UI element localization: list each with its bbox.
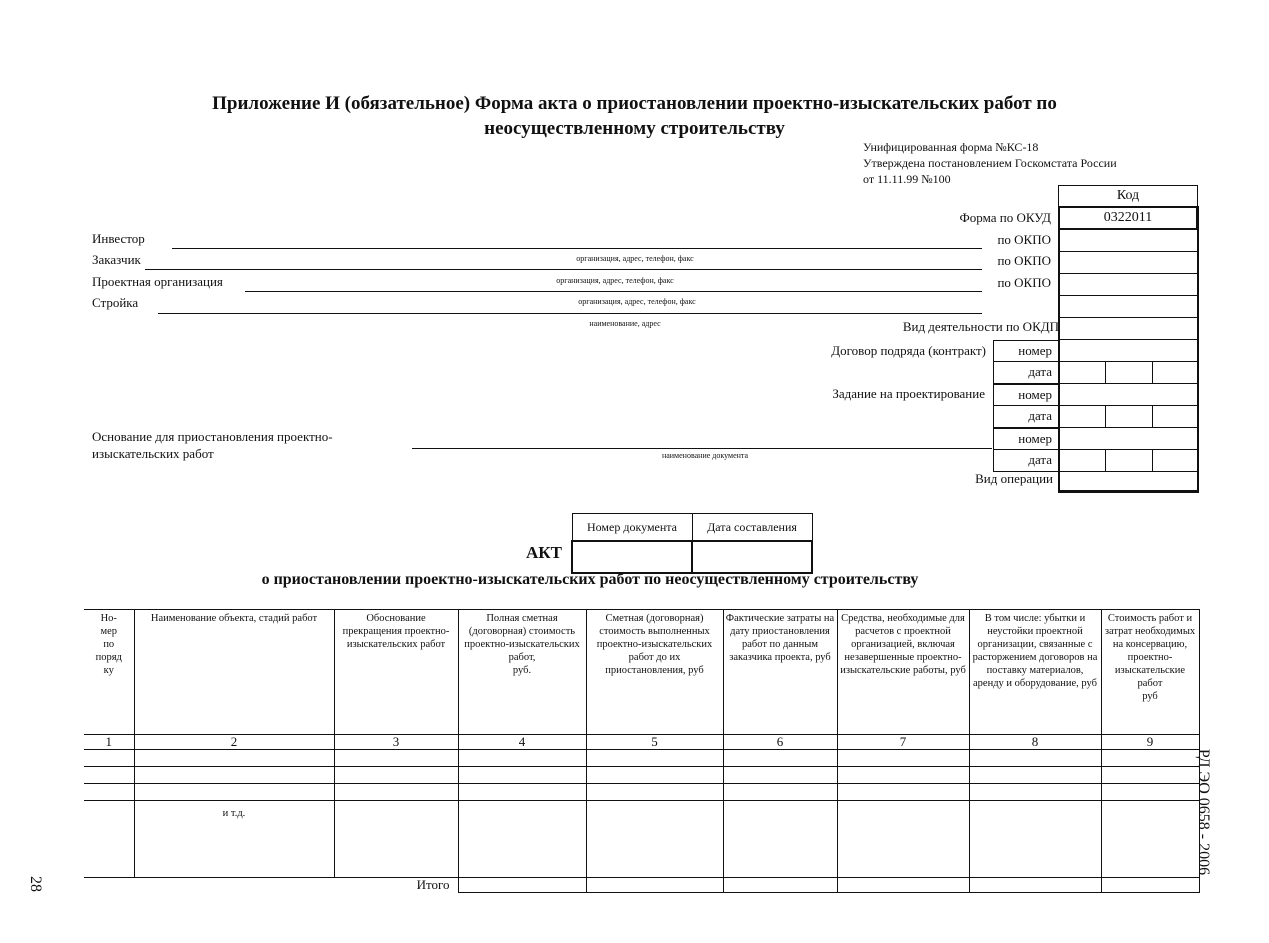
design-org-label: Проектная организация — [92, 274, 223, 289]
col-header: Наименование объекта, стадий работ — [134, 610, 334, 735]
contract-label: Договор подряда (контракт) — [831, 343, 986, 358]
task-number-field[interactable] — [1058, 384, 1198, 406]
hint-design: организация, адрес, телефон, факс — [556, 276, 674, 285]
col-number: 2 — [134, 735, 334, 750]
operation-field[interactable] — [1058, 472, 1198, 492]
contract-data-cell: дата — [993, 362, 1059, 384]
table-total-row — [84, 878, 1199, 893]
task-data-cell: дата — [993, 406, 1059, 428]
col-number: 8 — [969, 735, 1101, 750]
customer-line[interactable] — [145, 269, 982, 270]
table-row[interactable] — [84, 784, 1199, 801]
col-header: Но- мер по поряд ку — [84, 610, 134, 735]
date-divider — [1105, 406, 1106, 428]
basis-label-1: Основание для приостановления проектно- — [92, 429, 333, 444]
site-line[interactable] — [158, 313, 982, 314]
col-header: Полная сметная (договорная) стоимость проектно-изыскательских работ, руб. — [458, 610, 586, 735]
col-number: 1 — [84, 735, 134, 750]
act-label: АКТ — [526, 543, 562, 562]
basis-label-2: изыскательских работ — [92, 446, 214, 461]
contract-date-field[interactable] — [1058, 362, 1198, 384]
act-number-table — [571, 513, 813, 574]
col-number: 7 — [837, 735, 969, 750]
form-ref-2: Утверждена постановлением Госкомстата России — [863, 156, 1117, 170]
col-header: Фактические затраты на дату приостановления работ по данным заказчика проекта, руб — [723, 610, 837, 735]
col-number: 4 — [458, 735, 586, 750]
form-ref-1: Унифицированная форма №КС-18 — [863, 140, 1039, 154]
task-label: Задание на проектирование — [832, 386, 985, 401]
investor-label: Инвестор — [92, 231, 145, 246]
total-cell[interactable] — [723, 878, 837, 893]
operation-label: Вид операции — [975, 471, 1053, 486]
page-title-line1: Приложение И (обязательное) Форма акта о приостановлении проектно-изыскательских работ по — [212, 93, 1057, 114]
col-header: Средства, необходимые для расчетов с проектной организацией, включая незавершенные проектно-изыскательские работы, руб — [837, 610, 969, 735]
act-doc-number-header: Номер документа — [572, 514, 692, 542]
date-divider — [1105, 450, 1106, 472]
etc-cell: и т.д. — [134, 801, 334, 878]
col-number: 9 — [1101, 735, 1199, 750]
basis-number-field[interactable] — [1058, 428, 1198, 450]
okud-code-field[interactable]: 0322011 — [1058, 206, 1198, 230]
col-header: В том числе: убытки и неустойки проектной организации, связанные с расторжением договоров на поставку материалов, аренду и оборудование, руб — [969, 610, 1101, 735]
table-number-row — [84, 735, 1199, 750]
col-number: 6 — [723, 735, 837, 750]
okpo-investor-field[interactable] — [1058, 230, 1198, 252]
col-header: Обоснование прекращения проектно-изыскательских работ — [334, 610, 458, 735]
col-number: 5 — [586, 735, 723, 750]
table-header-row — [84, 610, 1199, 735]
okpo-design-field[interactable] — [1058, 274, 1198, 296]
design-org-line[interactable] — [245, 291, 982, 292]
okpo-label-3: по ОКПО — [997, 275, 1051, 290]
contract-nomer-cell: номер — [993, 340, 1059, 362]
basis-data-cell: дата — [993, 450, 1059, 472]
contract-number-field[interactable] — [1058, 340, 1198, 362]
okpo-label-1: по ОКПО — [997, 232, 1051, 247]
table-row[interactable] — [84, 767, 1199, 784]
date-divider — [1152, 406, 1153, 428]
total-label: Итого — [134, 878, 458, 893]
total-cell[interactable] — [586, 878, 723, 893]
basis-date-field[interactable] — [1058, 450, 1198, 472]
okpo-label-2: по ОКПО — [997, 253, 1051, 268]
total-cell[interactable] — [458, 878, 586, 893]
total-cell[interactable] — [969, 878, 1101, 893]
okdp-field[interactable] — [1058, 318, 1198, 340]
hint-site: организация, адрес, телефон, факс — [578, 297, 696, 306]
task-date-field[interactable] — [1058, 406, 1198, 428]
investor-line[interactable] — [172, 248, 982, 249]
table-row[interactable] — [84, 750, 1199, 767]
okpo-customer-field[interactable] — [1058, 252, 1198, 274]
basis-nomer-cell: номер — [993, 428, 1059, 450]
act-subtitle: о приостановлении проектно-изыскательских работ по неосуществленному строительству — [261, 571, 919, 588]
table-row[interactable] — [84, 801, 1199, 878]
col-header: Сметная (договорная) стоимость выполненных проектно-изыскательских работ до их приостановления, руб — [586, 610, 723, 735]
okdp-label: Вид деятельности по ОКДП — [902, 319, 1059, 334]
total-cell[interactable] — [1101, 878, 1199, 893]
okpo-site-field[interactable] — [1058, 296, 1198, 318]
act-doc-date-field[interactable] — [692, 541, 812, 573]
col-number: 3 — [334, 735, 458, 750]
date-divider — [1152, 362, 1153, 384]
okud-label: Форма по ОКУД — [959, 210, 1051, 225]
task-nomer-cell: номер — [993, 384, 1059, 406]
kod-header: Код — [1058, 185, 1198, 207]
hint-doc: наименование документа — [661, 451, 749, 460]
date-divider — [1152, 450, 1153, 472]
basis-line[interactable] — [412, 448, 992, 449]
total-cell[interactable] — [837, 878, 969, 893]
date-divider — [1105, 362, 1106, 384]
main-table — [84, 609, 1200, 893]
act-doc-date-header: Дата составления — [692, 514, 812, 542]
doc-code: РД ЭО 0658 - 2006 — [1195, 748, 1213, 876]
customer-label: Заказчик — [92, 252, 141, 267]
act-doc-number-field[interactable] — [572, 541, 692, 573]
site-label: Стройка — [92, 295, 139, 310]
hint-name: наименование, адрес — [589, 319, 661, 328]
form-ref-3: от 11.11.99 №100 — [863, 172, 951, 186]
page-number: 28 — [27, 876, 44, 892]
page-title-line2: неосуществленному строительству — [484, 118, 785, 139]
hint-customer: организация, адрес, телефон, факс — [576, 254, 694, 263]
col-header: Стоимость работ и затрат необходимых на консервацию, проектно-изыскательские работ руб — [1101, 610, 1199, 735]
